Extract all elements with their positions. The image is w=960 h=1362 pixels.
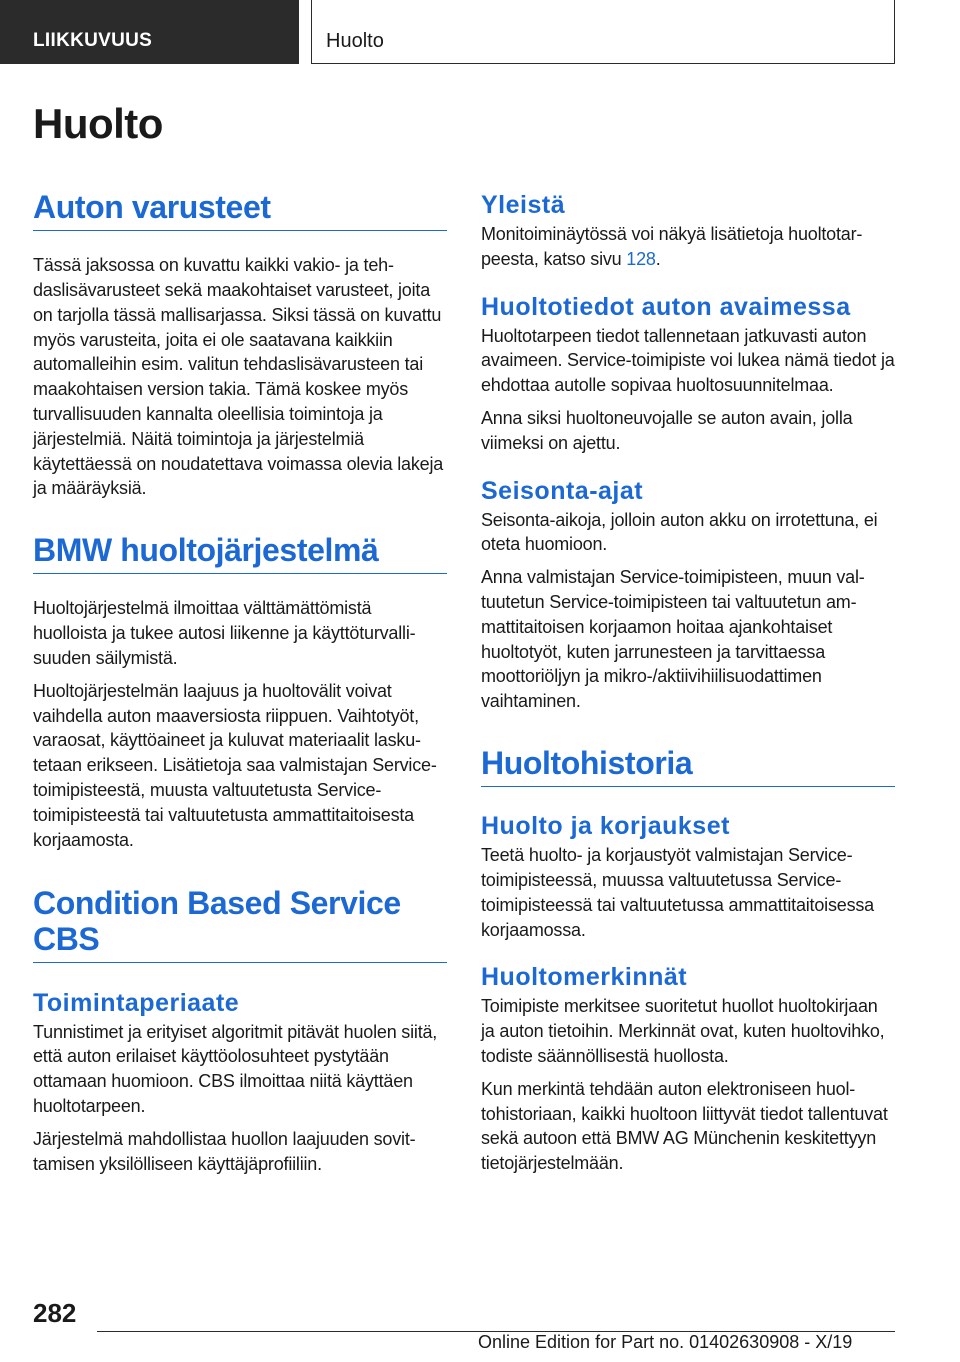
paragraph-bmw-2: Huoltojärjestelmän laajuus ja huoltovälit voivat vaihdella auton maaversiosta riippuen. Vaihtotyöt, varaosat, käyttöaineet ja kuluvat materiaalit laskutetaan erikseen. Lisätietoja saa valmistajan Service-toimipisteestä, muusta valtuutetusta Service-toimipisteestä tai valtuutetusta ammattitaitoisesta korjaamosta. [33, 680, 437, 850]
paragraph-avain-1: Huoltotarpeen tiedot tallennetaan jatkuvasti auton avaimeen. Service-toimipiste voi lukea nämä tiedot ja ehdottaa autolle sopivaa huoltosuunnitelmaa. [481, 325, 895, 396]
paragraph-merkinnat-2: Kun merkintä tehdään auton elektroniseen huoltohistoriaan, kaikki huoltoon liittyvät tiedot tallentuvat sekä autoon että BMW AG Münchenin keskitettyyn tietojärjestelmään. [481, 1078, 888, 1174]
paragraph-avain-2: Anna siksi huoltoneuvojalle se auton avain, jolla viimeksi on ajettu. [481, 407, 853, 453]
footer-edition: Online Edition for Part no. 01402630908 - X/19 [478, 1332, 853, 1352]
subheading-yleista: Yleistä [481, 191, 566, 219]
paragraph-seisonta-2: Anna valmistajan Service-toimipisteen, muun valtuutetun Service-toimipisteen tai valtuutetun ammattitaitoisen korjaamon hoitaa ajankohtaiset huoltotyöt, kuten jarrunesteen ja tarvittaessa moottoriöljyn ja mikro-/aktiivihiilisuodattimen vaihtaminen. [481, 567, 865, 712]
paragraph-cbs-2: Järjestelmä mahdollistaa huollon laajuuden sovittamisen yksilölliseen käyttäjäprofiiliin. [33, 1128, 416, 1174]
paragraph-yleista-text: Monitoiminäytössä voi näkyä lisätietoja huoltotarpeesta, katso sivu [481, 224, 863, 269]
heading-auton-varusteet: Auton varusteet [33, 190, 447, 231]
heading-cbs: Condition Based Service CBS [33, 886, 447, 962]
paragraph-yleista [481, 222, 895, 272]
paragraph-seisonta-1: Seisonta-aikoja, jolloin auton akku on irrotettuna, ei oteta huomioon. [481, 509, 878, 555]
right-column [481, 190, 895, 1184]
page-number: 282 [33, 1298, 77, 1328]
chapter-tab [311, 0, 895, 64]
section-tab-label: LIIKKUVUUS [33, 30, 153, 51]
heading-huoltohistoria: Huoltohistoria [481, 746, 895, 787]
subheading-toimintaperiaate: Toimintaperiaate [33, 988, 240, 1017]
paragraph-merkinnat-1: Toimipiste merkitsee suoritetut huollot huoltokirjaan ja auton tietoihin. Merkinnät ovat, kuten huoltovihko, todiste säännöllisestä huollosta. [481, 996, 885, 1066]
paragraph-cbs-1: Tunnistimet ja erityiset algoritmit pitävät huolen siitä, että auton erilaiset käyttöolosuhteet pystytään ottamaan huomioon. CBS ilmoittaa niitä käyttäen huoltotarpeen. [33, 1021, 438, 1117]
paragraph-bmw-1: Huoltojärjestelmä ilmoittaa välttämättömistä huolloista ja tukee autosi liikenne ja käyttöturvallisuuden säilymistä. [33, 598, 416, 668]
section-tab [0, 0, 299, 64]
page-title: Huolto [33, 100, 163, 147]
page-link-128[interactable]: 128 [626, 248, 656, 269]
heading-bmw-huoltojarjestelma: BMW huoltojärjestelmä [33, 533, 447, 574]
subheading-huoltotiedot-avaimessa: Huoltotiedot auton avaimessa [481, 292, 851, 321]
paragraph-korjaukset: Teetä huolto- ja korjaustyöt valmistajan Service-toimipisteessä, muussa valtuutetussa Service-toimipisteessä tai valtuutetussa ammattitaitoisessa korjaamossa. [481, 845, 874, 940]
paragraph-varusteet: Tässä jaksossa on kuvattu kaikki vakio- ja tehdaslisävarusteet sekä maakohtaiset varusteet, joita on tarjolla tässä mallisarjassa. Siksi tässä on kuvattu myös varusteita, joita ei ole saatavana kaikkiin automalleihin esim. valitun tehdaslisävarusteen tai maakohtaisen version takia. Tämä koskee myös turvallisuuden kannalta oleellisia toimintoja ja järjestelmiä. Näitä toimintoja ja järjestelmiä käytettäessä on noudatettava voimassa olevia lakeja ja määräyksiä. [33, 255, 444, 499]
subheading-huolto-ja-korjaukset: Huolto ja korjaukset [481, 812, 730, 841]
subheading-huoltomerkinnat: Huoltomerkinnät [481, 963, 688, 992]
subheading-seisonta-ajat: Seisonta-ajat [481, 476, 644, 505]
chapter-tab-label: Huolto [326, 30, 384, 52]
left-column [33, 190, 447, 1184]
paragraph-yleista-end: . [655, 248, 661, 269]
